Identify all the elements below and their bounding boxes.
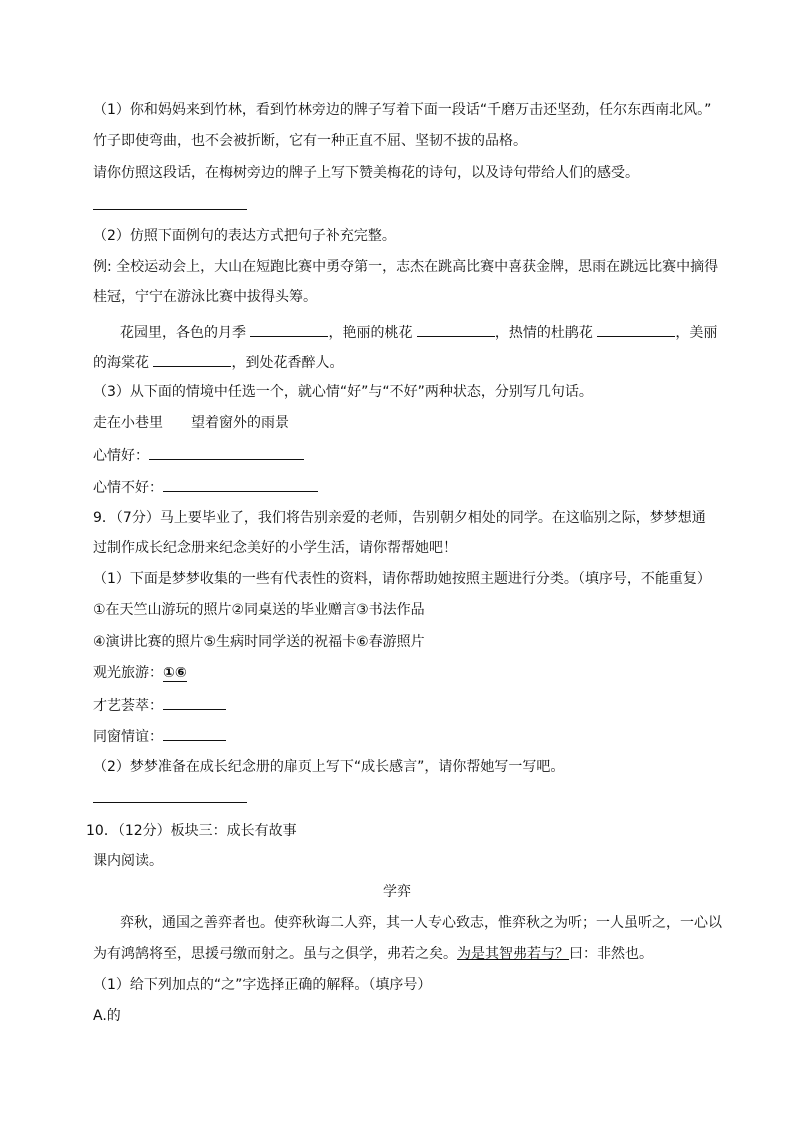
q8-p3-title: （3）从下面的情境中任选一个，就心情“好”与“不好”两种状态，分别写几句话。	[93, 384, 593, 400]
q9-items-line1: ①在天竺山游玩的照片②同桌送的毕业赠言③书法作品	[93, 602, 425, 618]
q9-intro-line2: 过制作成长纪念册来纪念美好的小学生活，请你帮帮她吧！	[93, 540, 457, 556]
passage-line2	[93, 944, 653, 964]
cat2-blank[interactable]	[163, 695, 226, 710]
passage-line1: 弈秋，通国之善弈者也。使弈秋诲二人弈，其一人专心致志，惟弈秋之为听；一人虽听之，一心以	[120, 915, 722, 931]
mood-bad-line	[93, 477, 318, 498]
fill-text-e: 的海棠花	[93, 355, 149, 371]
passage-line2-c: 曰：非然也。	[569, 946, 653, 962]
mood-good-line	[93, 445, 304, 466]
cat3-blank[interactable]	[163, 726, 226, 741]
fill-text-d: ，美丽	[675, 325, 718, 341]
answer-line[interactable]	[93, 209, 247, 210]
mood-bad-blank[interactable]	[163, 477, 318, 492]
fill-text-a: 花园里，各色的月季	[120, 325, 246, 341]
q8-p1-line2: 竹子即使弯曲，也不会被折断，它有一种正直不屈、坚韧不拔的品格。	[93, 133, 527, 149]
q8-p1-line3: 请你仿照这段话，在梅树旁边的牌子上写下赞美梅花的诗句，以及诗句带给人们的感受。	[93, 165, 639, 181]
blank-3[interactable]	[597, 322, 675, 337]
fill-text-b: ，艳丽的桃花	[328, 325, 413, 341]
blank-4[interactable]	[153, 352, 231, 367]
mood-bad-label: 心情不好：	[93, 480, 163, 496]
blank-2[interactable]	[417, 322, 495, 337]
cat2-label: 才艺荟萃：	[93, 698, 163, 714]
mood-good-label: 心情好：	[93, 448, 149, 464]
q10-heading: 10．（12分）板块三：成长有故事	[86, 823, 297, 839]
cat1-answer: ①⑥	[163, 665, 187, 681]
passage-line2-a: 为有鸿鹄将至，思援弓缴而射之。虽与之俱学，弗若之矣。	[93, 946, 457, 962]
fill-text-f: ，到处花香醉人。	[231, 355, 344, 371]
example-line2: 桂冠，宁宁在游泳比赛中拔得头筹。	[93, 289, 317, 305]
fill-line1	[120, 322, 717, 343]
fill-text-c: ，热情的杜鹃花	[494, 325, 593, 341]
mood-good-blank[interactable]	[149, 445, 304, 460]
example-line1: 例: 全校运动会上，大山在短跑比赛中勇夺第一，志杰在跳高比赛中喜获金牌，思雨在跳远比赛中摘得	[93, 259, 719, 275]
q10-sub: 课内阅读。	[93, 853, 163, 869]
scene-2: 望着窗外的雨景	[191, 415, 289, 431]
q9-items-line2: ④演讲比赛的照片⑤生病时同学送的祝福卡⑥春游照片	[93, 634, 425, 650]
scenes-line	[93, 413, 289, 433]
cat2-line	[93, 695, 226, 716]
q9-intro-line1: 9．（7分）马上要毕业了，我们将告别亲爱的老师，告别朝夕相处的同学。在这临别之际，梦梦想通	[93, 510, 706, 526]
q9-p2-title: （2）梦梦准备在成长纪念册的扉页上写下“成长感言”，请你帮她写一写吧。	[93, 759, 565, 775]
option-a: A.的	[93, 1008, 121, 1024]
q8-p1-line1: （1）你和妈妈来到竹林，看到竹林旁边的牌子写着下面一段话“千磨万击还坚劲，任尔东西南北风。”	[93, 102, 712, 118]
cat1-label: 观光旅游：	[93, 665, 163, 681]
fill-line2	[93, 352, 343, 373]
q10-p1-title: （1）给下列加点的“之”字选择正确的解释。（填序号）	[93, 977, 432, 993]
passage-title: 学弈	[383, 884, 411, 900]
q8-p2-title: （2）仿照下面例句的表达方式把句子补充完整。	[93, 228, 396, 244]
passage-underlined: 为是其智弗若与？	[457, 946, 569, 962]
blank-1[interactable]	[250, 322, 328, 337]
scene-1: 走在小巷里	[93, 415, 163, 431]
answer-line-2[interactable]	[93, 802, 247, 803]
cat1-line	[93, 663, 187, 683]
cat3-label: 同窗情谊：	[93, 729, 163, 745]
cat3-line	[93, 726, 226, 747]
q9-p1-title: （1）下面是梦梦收集的一些有代表性的资料，请你帮助她按照主题进行分类。（填序号，不能重复）	[93, 571, 711, 587]
